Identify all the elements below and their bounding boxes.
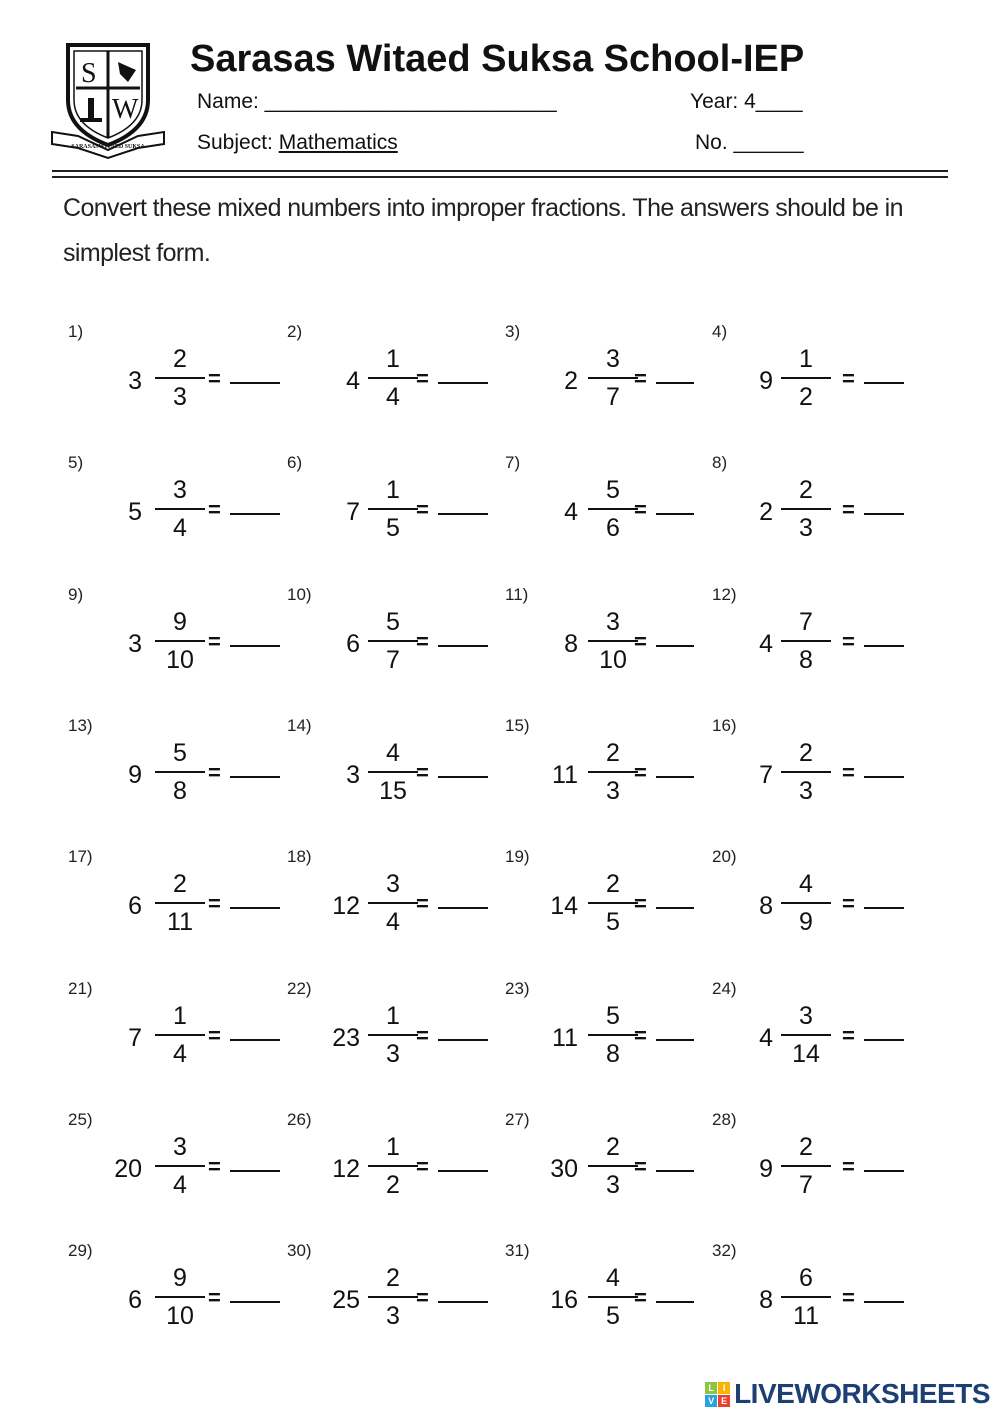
problem-number: 19)	[505, 847, 530, 867]
fraction	[588, 738, 638, 806]
fraction-bar	[155, 377, 205, 379]
fraction	[588, 1132, 638, 1200]
numerator: 5	[606, 476, 620, 505]
denominator: 3	[386, 1039, 400, 1068]
answer-input[interactable]	[864, 1150, 904, 1172]
fraction	[155, 869, 205, 937]
fraction-bar	[155, 902, 205, 904]
numerator: 2	[606, 1132, 620, 1161]
fraction	[781, 738, 831, 806]
problem-number: 21)	[68, 978, 93, 998]
problem-number: 14)	[287, 715, 312, 735]
fraction	[781, 1132, 831, 1200]
numerator: 3	[799, 1001, 813, 1030]
equals-sign: =	[842, 891, 855, 917]
denominator: 5	[606, 1302, 620, 1331]
problem-number: 23)	[505, 978, 530, 998]
problem-number: 12)	[712, 584, 737, 604]
fraction-bar	[368, 771, 418, 773]
subject-line	[197, 131, 398, 155]
equals-sign: =	[634, 628, 647, 654]
whole-number: 6	[128, 1286, 142, 1315]
equals-sign: =	[842, 759, 855, 785]
problem-number: 16)	[712, 715, 737, 735]
liveworksheets-brand: LIVEWORKSHEETS	[734, 1378, 990, 1409]
answer-input[interactable]	[438, 493, 488, 515]
whole-number: 3	[128, 367, 142, 395]
equals-sign: =	[842, 1022, 855, 1048]
numerator: 2	[799, 738, 813, 767]
fraction	[588, 1263, 638, 1331]
answer-input[interactable]	[864, 887, 904, 909]
fraction-bar	[368, 902, 418, 904]
denominator: 14	[792, 1039, 820, 1068]
answer-input[interactable]	[656, 625, 694, 647]
equals-sign: =	[416, 1153, 429, 1179]
fraction	[781, 344, 831, 412]
whole-number: 12	[332, 1154, 360, 1183]
answer-input[interactable]	[656, 756, 694, 778]
header-divider	[52, 170, 948, 172]
fraction-bar	[368, 508, 418, 510]
whole-number: 8	[759, 1286, 773, 1315]
denominator: 10	[166, 1302, 194, 1331]
problem-number: 11)	[505, 584, 529, 604]
equals-sign: =	[634, 1022, 647, 1048]
answer-input[interactable]	[656, 1019, 694, 1041]
numerator: 1	[799, 345, 813, 373]
numerator: 2	[386, 1264, 400, 1293]
whole-number: 7	[759, 760, 773, 789]
problem-number: 5)	[68, 453, 84, 473]
fraction	[368, 344, 418, 412]
numerator: 5	[386, 607, 400, 636]
fraction	[588, 869, 638, 937]
problem-number: 20)	[712, 847, 737, 867]
denominator: 3	[386, 1302, 400, 1331]
equals-sign: =	[634, 759, 647, 785]
problem-number: 2)	[287, 322, 303, 341]
logo-tile: L	[705, 1382, 717, 1394]
denominator: 4	[386, 908, 400, 937]
whole-number: 30	[550, 1154, 578, 1183]
answer-input[interactable]	[230, 625, 280, 647]
fraction-bar	[155, 1034, 205, 1036]
denominator: 2	[386, 1170, 400, 1199]
whole-number: 3	[346, 760, 360, 789]
numerator: 2	[606, 738, 620, 767]
fraction	[155, 607, 205, 675]
numerator: 1	[173, 1001, 187, 1030]
fraction-bar	[155, 508, 205, 510]
equals-sign: =	[208, 891, 221, 917]
equals-sign: =	[416, 1285, 429, 1311]
fraction-bar	[781, 1034, 831, 1036]
answer-input[interactable]	[864, 1019, 904, 1041]
denominator: 8	[799, 645, 813, 674]
whole-number: 7	[346, 498, 360, 527]
problem-number: 3)	[505, 322, 521, 341]
answer-input[interactable]	[438, 887, 488, 909]
equals-sign: =	[842, 1285, 855, 1311]
problem-number: 13)	[68, 715, 93, 735]
equals-sign: =	[634, 891, 647, 917]
problem-number: 8)	[712, 453, 728, 473]
svg-text:W: W	[112, 94, 139, 125]
year-field[interactable]: Year: 4____	[690, 90, 803, 113]
fraction-bar	[588, 1165, 638, 1167]
problem-number: 26)	[287, 1109, 312, 1129]
denominator: 7	[386, 645, 400, 674]
subject-value: Mathematics	[278, 131, 398, 154]
answer-input[interactable]	[656, 493, 694, 515]
answer-input[interactable]	[864, 756, 904, 778]
name-field[interactable]: Name: _________________________	[197, 90, 557, 113]
whole-number: 6	[346, 629, 360, 658]
problem-number: 32)	[712, 1241, 737, 1261]
equals-sign: =	[208, 366, 221, 391]
numerator: 7	[799, 607, 813, 636]
answer-input[interactable]	[438, 1019, 488, 1041]
logo-tile: V	[705, 1395, 717, 1407]
equals-sign: =	[416, 366, 429, 391]
fraction-bar	[588, 640, 638, 642]
answer-input[interactable]	[656, 362, 694, 384]
answer-input[interactable]	[230, 362, 280, 384]
numerator: 3	[173, 1132, 187, 1161]
whole-number: 12	[332, 892, 360, 921]
fraction-bar	[368, 1165, 418, 1167]
whole-number: 11	[552, 760, 578, 789]
fraction-bar	[781, 640, 831, 642]
equals-sign: =	[842, 366, 855, 391]
fraction	[155, 1001, 205, 1069]
fraction	[155, 1263, 205, 1331]
numerator: 1	[386, 1132, 400, 1161]
numerator: 5	[606, 1001, 620, 1030]
whole-number: 25	[332, 1286, 360, 1315]
numerator: 2	[173, 870, 187, 899]
problem-number: 27)	[505, 1109, 530, 1129]
problem-number: 6)	[287, 453, 303, 473]
fraction-bar	[155, 1296, 205, 1298]
whole-number: 4	[759, 629, 773, 658]
equals-sign: =	[208, 1285, 221, 1311]
whole-number: 8	[759, 892, 773, 921]
problem-number: 9)	[68, 584, 84, 604]
numerator: 6	[799, 1264, 813, 1293]
problem-number: 30)	[287, 1241, 312, 1261]
denominator: 15	[379, 776, 407, 805]
numerator: 4	[606, 1264, 620, 1293]
denominator: 8	[173, 776, 187, 805]
fraction	[368, 869, 418, 937]
problem-number: 15)	[505, 715, 530, 735]
denominator: 4	[386, 383, 400, 411]
answer-input[interactable]	[438, 1281, 488, 1303]
problem-number: 18)	[287, 847, 312, 867]
equals-sign: =	[842, 1153, 855, 1179]
answer-input[interactable]	[230, 1150, 280, 1172]
fraction	[155, 1132, 205, 1200]
answer-input[interactable]	[230, 756, 280, 778]
fraction	[588, 1001, 638, 1069]
svg-text:S: S	[81, 58, 97, 89]
whole-number: 11	[552, 1023, 578, 1052]
fraction-bar	[588, 377, 638, 379]
denominator: 8	[606, 1039, 620, 1068]
denominator: 5	[386, 514, 400, 543]
problem-number: 7)	[505, 453, 521, 473]
fraction-bar	[781, 902, 831, 904]
denominator: 3	[606, 776, 620, 805]
numerator: 9	[173, 1264, 187, 1293]
denominator: 4	[173, 1039, 187, 1068]
numerator: 2	[173, 345, 187, 373]
answer-input[interactable]	[230, 1019, 280, 1041]
equals-sign: =	[416, 759, 429, 785]
fraction-bar	[781, 377, 831, 379]
fraction-bar	[781, 771, 831, 773]
denominator: 2	[799, 383, 813, 411]
whole-number: 9	[759, 1154, 773, 1183]
denominator: 10	[599, 645, 627, 674]
whole-number: 9	[759, 367, 773, 395]
numerator: 9	[173, 607, 187, 636]
fraction	[368, 475, 418, 543]
answer-input[interactable]	[438, 1150, 488, 1172]
problem-number: 10)	[287, 584, 312, 604]
answer-input[interactable]	[864, 362, 904, 384]
whole-number: 6	[128, 892, 142, 921]
fraction-bar	[588, 508, 638, 510]
fraction	[155, 475, 205, 543]
denominator: 7	[799, 1170, 813, 1199]
fraction-bar	[588, 902, 638, 904]
numerator: 2	[799, 1132, 813, 1161]
problem-number: 31)	[505, 1241, 530, 1261]
logo-tile: I	[718, 1382, 730, 1394]
fraction	[588, 607, 638, 675]
answer-input[interactable]	[864, 493, 904, 515]
denominator: 10	[166, 645, 194, 674]
header-divider-double	[52, 176, 948, 178]
answer-input[interactable]	[438, 756, 488, 778]
fraction	[368, 1263, 418, 1331]
denominator: 6	[606, 514, 620, 543]
numerator: 4	[386, 738, 400, 767]
fraction-bar	[368, 640, 418, 642]
answer-input[interactable]	[438, 362, 488, 384]
fraction-bar	[368, 377, 418, 379]
problem-number: 24)	[712, 978, 737, 998]
fraction-bar	[781, 508, 831, 510]
numerator: 1	[386, 476, 400, 505]
fraction-bar	[368, 1034, 418, 1036]
whole-number: 2	[564, 367, 578, 395]
fraction-bar	[155, 1165, 205, 1167]
whole-number: 8	[564, 629, 578, 658]
instructions: Convert these mixed numbers into improper fractions. The answers should be in simplest form.	[63, 194, 903, 267]
fraction-bar	[368, 1296, 418, 1298]
answer-input[interactable]	[864, 625, 904, 647]
school-title: Sarasas Witaed Suksa School-IEP	[190, 38, 805, 80]
numerator: 3	[173, 476, 187, 505]
equals-sign: =	[208, 759, 221, 785]
denominator: 3	[799, 776, 813, 805]
problem-number: 22)	[287, 978, 312, 998]
answer-input[interactable]	[438, 625, 488, 647]
answer-input[interactable]	[656, 1281, 694, 1303]
denominator: 4	[173, 1170, 187, 1199]
numerator: 5	[173, 738, 187, 767]
whole-number: 4	[346, 367, 360, 395]
equals-sign: =	[634, 1285, 647, 1311]
denominator: 3	[173, 383, 187, 411]
whole-number: 4	[759, 1023, 773, 1052]
equals-sign: =	[208, 628, 221, 654]
fraction-bar	[781, 1165, 831, 1167]
fraction	[368, 738, 418, 806]
equals-sign: =	[416, 1022, 429, 1048]
denominator: 7	[606, 383, 620, 411]
numerator: 3	[606, 345, 620, 373]
equals-sign: =	[634, 366, 647, 391]
fraction	[781, 1001, 831, 1069]
problem-number: 25)	[68, 1109, 93, 1129]
denominator: 4	[173, 514, 187, 543]
answer-input[interactable]	[230, 887, 280, 909]
fraction	[588, 344, 638, 412]
fraction-bar	[588, 771, 638, 773]
equals-sign: =	[416, 497, 429, 523]
school-crest-logo	[48, 40, 168, 160]
whole-number: 3	[128, 629, 142, 658]
equals-sign: =	[842, 497, 855, 523]
answer-input[interactable]	[656, 887, 694, 909]
logo-tile: E	[718, 1395, 730, 1407]
equals-sign: =	[416, 891, 429, 917]
numerator: 3	[386, 870, 400, 899]
problem-number: 17)	[68, 847, 93, 867]
whole-number: 5	[128, 498, 142, 527]
answer-input[interactable]	[230, 1281, 280, 1303]
fraction	[155, 344, 205, 412]
equals-sign: =	[208, 1022, 221, 1048]
denominator: 5	[606, 908, 620, 937]
denominator: 3	[799, 514, 813, 543]
svg-text:SARASASWITAED SUKSA: SARASASWITAED SUKSA	[71, 144, 145, 150]
whole-number: 16	[550, 1286, 578, 1315]
problem-number: 28)	[712, 1109, 737, 1129]
denominator: 9	[799, 908, 813, 937]
fraction	[781, 1263, 831, 1331]
denominator: 11	[793, 1302, 819, 1331]
fraction	[781, 869, 831, 937]
fraction-bar	[155, 640, 205, 642]
whole-number: 23	[332, 1023, 360, 1052]
fraction-bar	[588, 1296, 638, 1298]
whole-number: 4	[564, 498, 578, 527]
numerator: 2	[606, 870, 620, 899]
numerator: 4	[799, 870, 813, 899]
denominator: 11	[167, 908, 193, 937]
problem-number: 29)	[68, 1241, 93, 1261]
fraction	[368, 1132, 418, 1200]
fraction	[781, 607, 831, 675]
numerator: 2	[799, 476, 813, 505]
problem-number: 1)	[68, 322, 84, 341]
liveworksheets-logo-icon	[705, 1382, 730, 1407]
whole-number: 2	[759, 498, 773, 527]
fraction-bar	[155, 771, 205, 773]
equals-sign: =	[842, 628, 855, 654]
answer-input[interactable]	[864, 1281, 904, 1303]
equals-sign: =	[208, 497, 221, 523]
equals-sign: =	[634, 497, 647, 523]
problem-number: 4)	[712, 322, 728, 341]
fraction	[781, 475, 831, 543]
whole-number: 7	[128, 1023, 142, 1052]
whole-number: 14	[550, 892, 578, 921]
fraction	[588, 475, 638, 543]
fraction-bar	[781, 1296, 831, 1298]
whole-number: 9	[128, 760, 142, 789]
equals-sign: =	[208, 1153, 221, 1179]
fraction	[155, 738, 205, 806]
whole-number: 20	[114, 1154, 142, 1183]
answer-input[interactable]	[230, 493, 280, 515]
equals-sign: =	[634, 1153, 647, 1179]
fraction	[368, 1001, 418, 1069]
numerator: 3	[606, 607, 620, 636]
fraction-bar	[588, 1034, 638, 1036]
numerator: 1	[386, 345, 400, 373]
answer-input[interactable]	[656, 1150, 694, 1172]
number-field[interactable]: No. ______	[695, 131, 804, 154]
subject-label: Subject:	[197, 131, 279, 154]
denominator: 3	[606, 1170, 620, 1199]
numerator: 1	[386, 1001, 400, 1030]
fraction	[368, 607, 418, 675]
equals-sign: =	[416, 628, 429, 654]
liveworksheets-watermark	[705, 1378, 990, 1410]
